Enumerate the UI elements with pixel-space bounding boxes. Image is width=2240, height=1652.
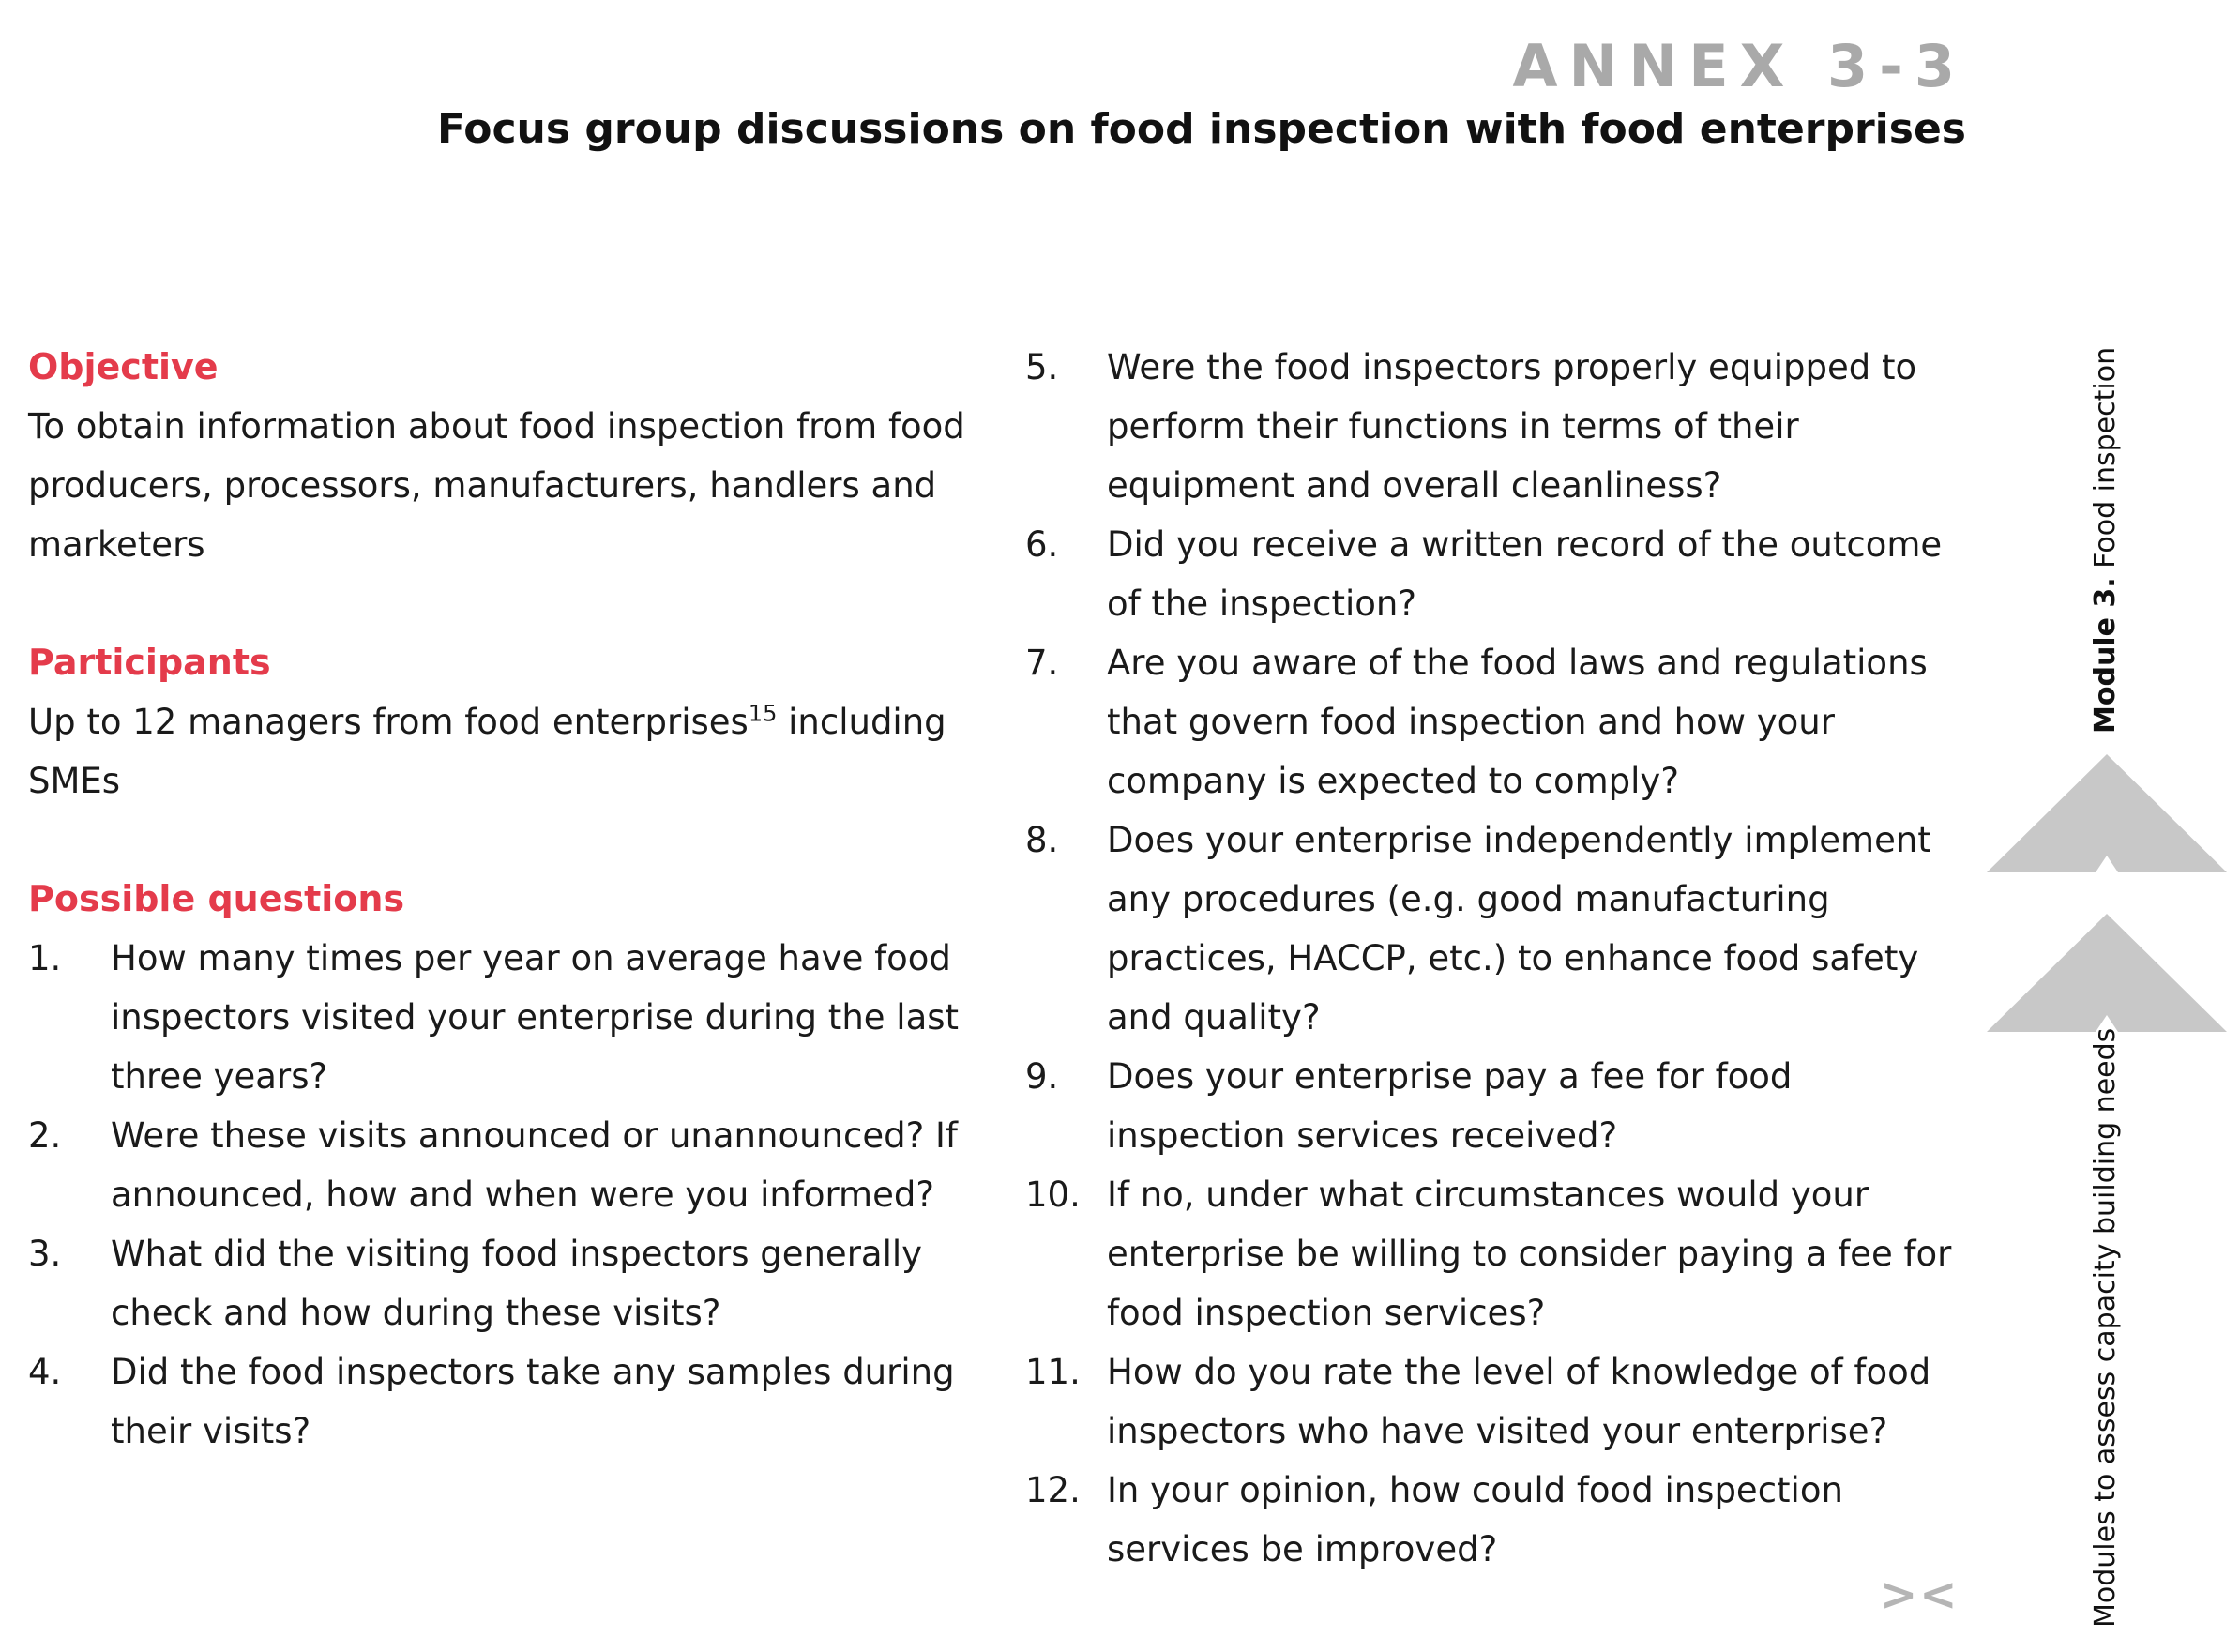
question-item xyxy=(28,929,976,1106)
question-text: What did the visiting food inspectors generally check and how during these visits? xyxy=(111,1234,923,1333)
participants-text xyxy=(28,692,976,811)
questions-list-right xyxy=(1025,338,1963,1579)
page-nav-arrows-icon[interactable]: >< xyxy=(1880,1569,1960,1621)
question-item xyxy=(1025,1047,1963,1165)
question-number: 2. xyxy=(28,1115,62,1156)
question-text: Were the food inspectors properly equipped to perform their functions in terms of their equipment and overall cleanliness? xyxy=(1107,347,1917,506)
question-item xyxy=(28,1106,976,1224)
question-number: 9. xyxy=(1025,1056,1059,1097)
question-number: 7. xyxy=(1025,643,1059,683)
question-item xyxy=(1025,338,1963,515)
question-text: If no, under what circumstances would your enterprise be willing to consider paying a fee for food inspection services? xyxy=(1107,1175,1952,1333)
annex-number: ANNEX 3-3 xyxy=(1512,32,1966,100)
section-spacer xyxy=(28,574,976,633)
participants-heading: Participants xyxy=(28,642,271,683)
footnote-ref[interactable]: 15 xyxy=(748,700,778,727)
question-text: Does your enterprise pay a fee for food inspection services received? xyxy=(1107,1056,1793,1156)
module-label xyxy=(2090,347,2122,734)
question-text: Did you receive a written record of the outcome of the inspection? xyxy=(1107,524,1943,624)
participants-text-end: including SMEs xyxy=(28,702,946,801)
question-item xyxy=(1025,811,1963,1047)
upper-chevron xyxy=(1987,754,2227,872)
question-number: 6. xyxy=(1025,524,1059,565)
question-number: 1. xyxy=(28,938,62,978)
module-label-text: Food inspection xyxy=(2089,346,2122,578)
question-number: 11. xyxy=(1025,1352,1081,1392)
participants-text-start: Up to 12 managers from food enterprises xyxy=(28,702,749,742)
question-text: How do you rate the level of knowledge of food inspectors who have visited your enterprise? xyxy=(1107,1352,1931,1451)
question-number: 3. xyxy=(28,1234,62,1274)
question-number: 8. xyxy=(1025,820,1059,860)
module-label-bold: Module 3. xyxy=(2089,577,2122,734)
question-text: In your opinion, how could food inspection services be improved? xyxy=(1107,1470,1843,1569)
double-up-chevron-icon xyxy=(1987,754,2227,1032)
left-column xyxy=(28,338,976,1461)
question-item xyxy=(28,1342,976,1461)
question-item xyxy=(1025,515,1963,633)
objective-heading: Objective xyxy=(28,346,219,387)
question-text: Were these visits announced or unannounced? If announced, how and when were you informed? xyxy=(111,1115,958,1215)
right-column xyxy=(1025,338,1963,1579)
question-text: Does your enterprise independently implement any procedures (e.g. good manufacturing practices, HACCP, etc.) to enhance food safety and quality? xyxy=(1107,820,1931,1038)
page-title: Focus group discussions on food inspection with food enterprises xyxy=(436,105,1966,153)
questions-heading: Possible questions xyxy=(28,878,405,919)
question-item xyxy=(1025,1342,1963,1461)
question-number: 5. xyxy=(1025,347,1059,387)
question-text: Did the food inspectors take any samples during their visits? xyxy=(111,1352,955,1451)
question-text: Are you aware of the food laws and regulations that govern food inspection and how your company is expected to comply? xyxy=(1107,643,1928,801)
question-number: 10. xyxy=(1025,1175,1081,1215)
objective-text: To obtain information about food inspection from food producers, processors, manufacturers, handlers and marketers xyxy=(28,406,965,565)
lower-chevron xyxy=(1987,914,2227,1032)
question-item xyxy=(1025,1165,1963,1342)
question-text: How many times per year on average have food inspectors visited your enterprise during the last three years? xyxy=(111,938,960,1097)
series-title: Modules to assess capacity building needs xyxy=(2089,1027,2122,1628)
question-item xyxy=(1025,1461,1963,1579)
question-number: 4. xyxy=(28,1352,62,1392)
section-spacer xyxy=(28,811,976,870)
question-item xyxy=(1025,633,1963,811)
questions-list-left xyxy=(28,929,976,1461)
question-item xyxy=(28,1224,976,1342)
question-number: 12. xyxy=(1025,1470,1081,1510)
